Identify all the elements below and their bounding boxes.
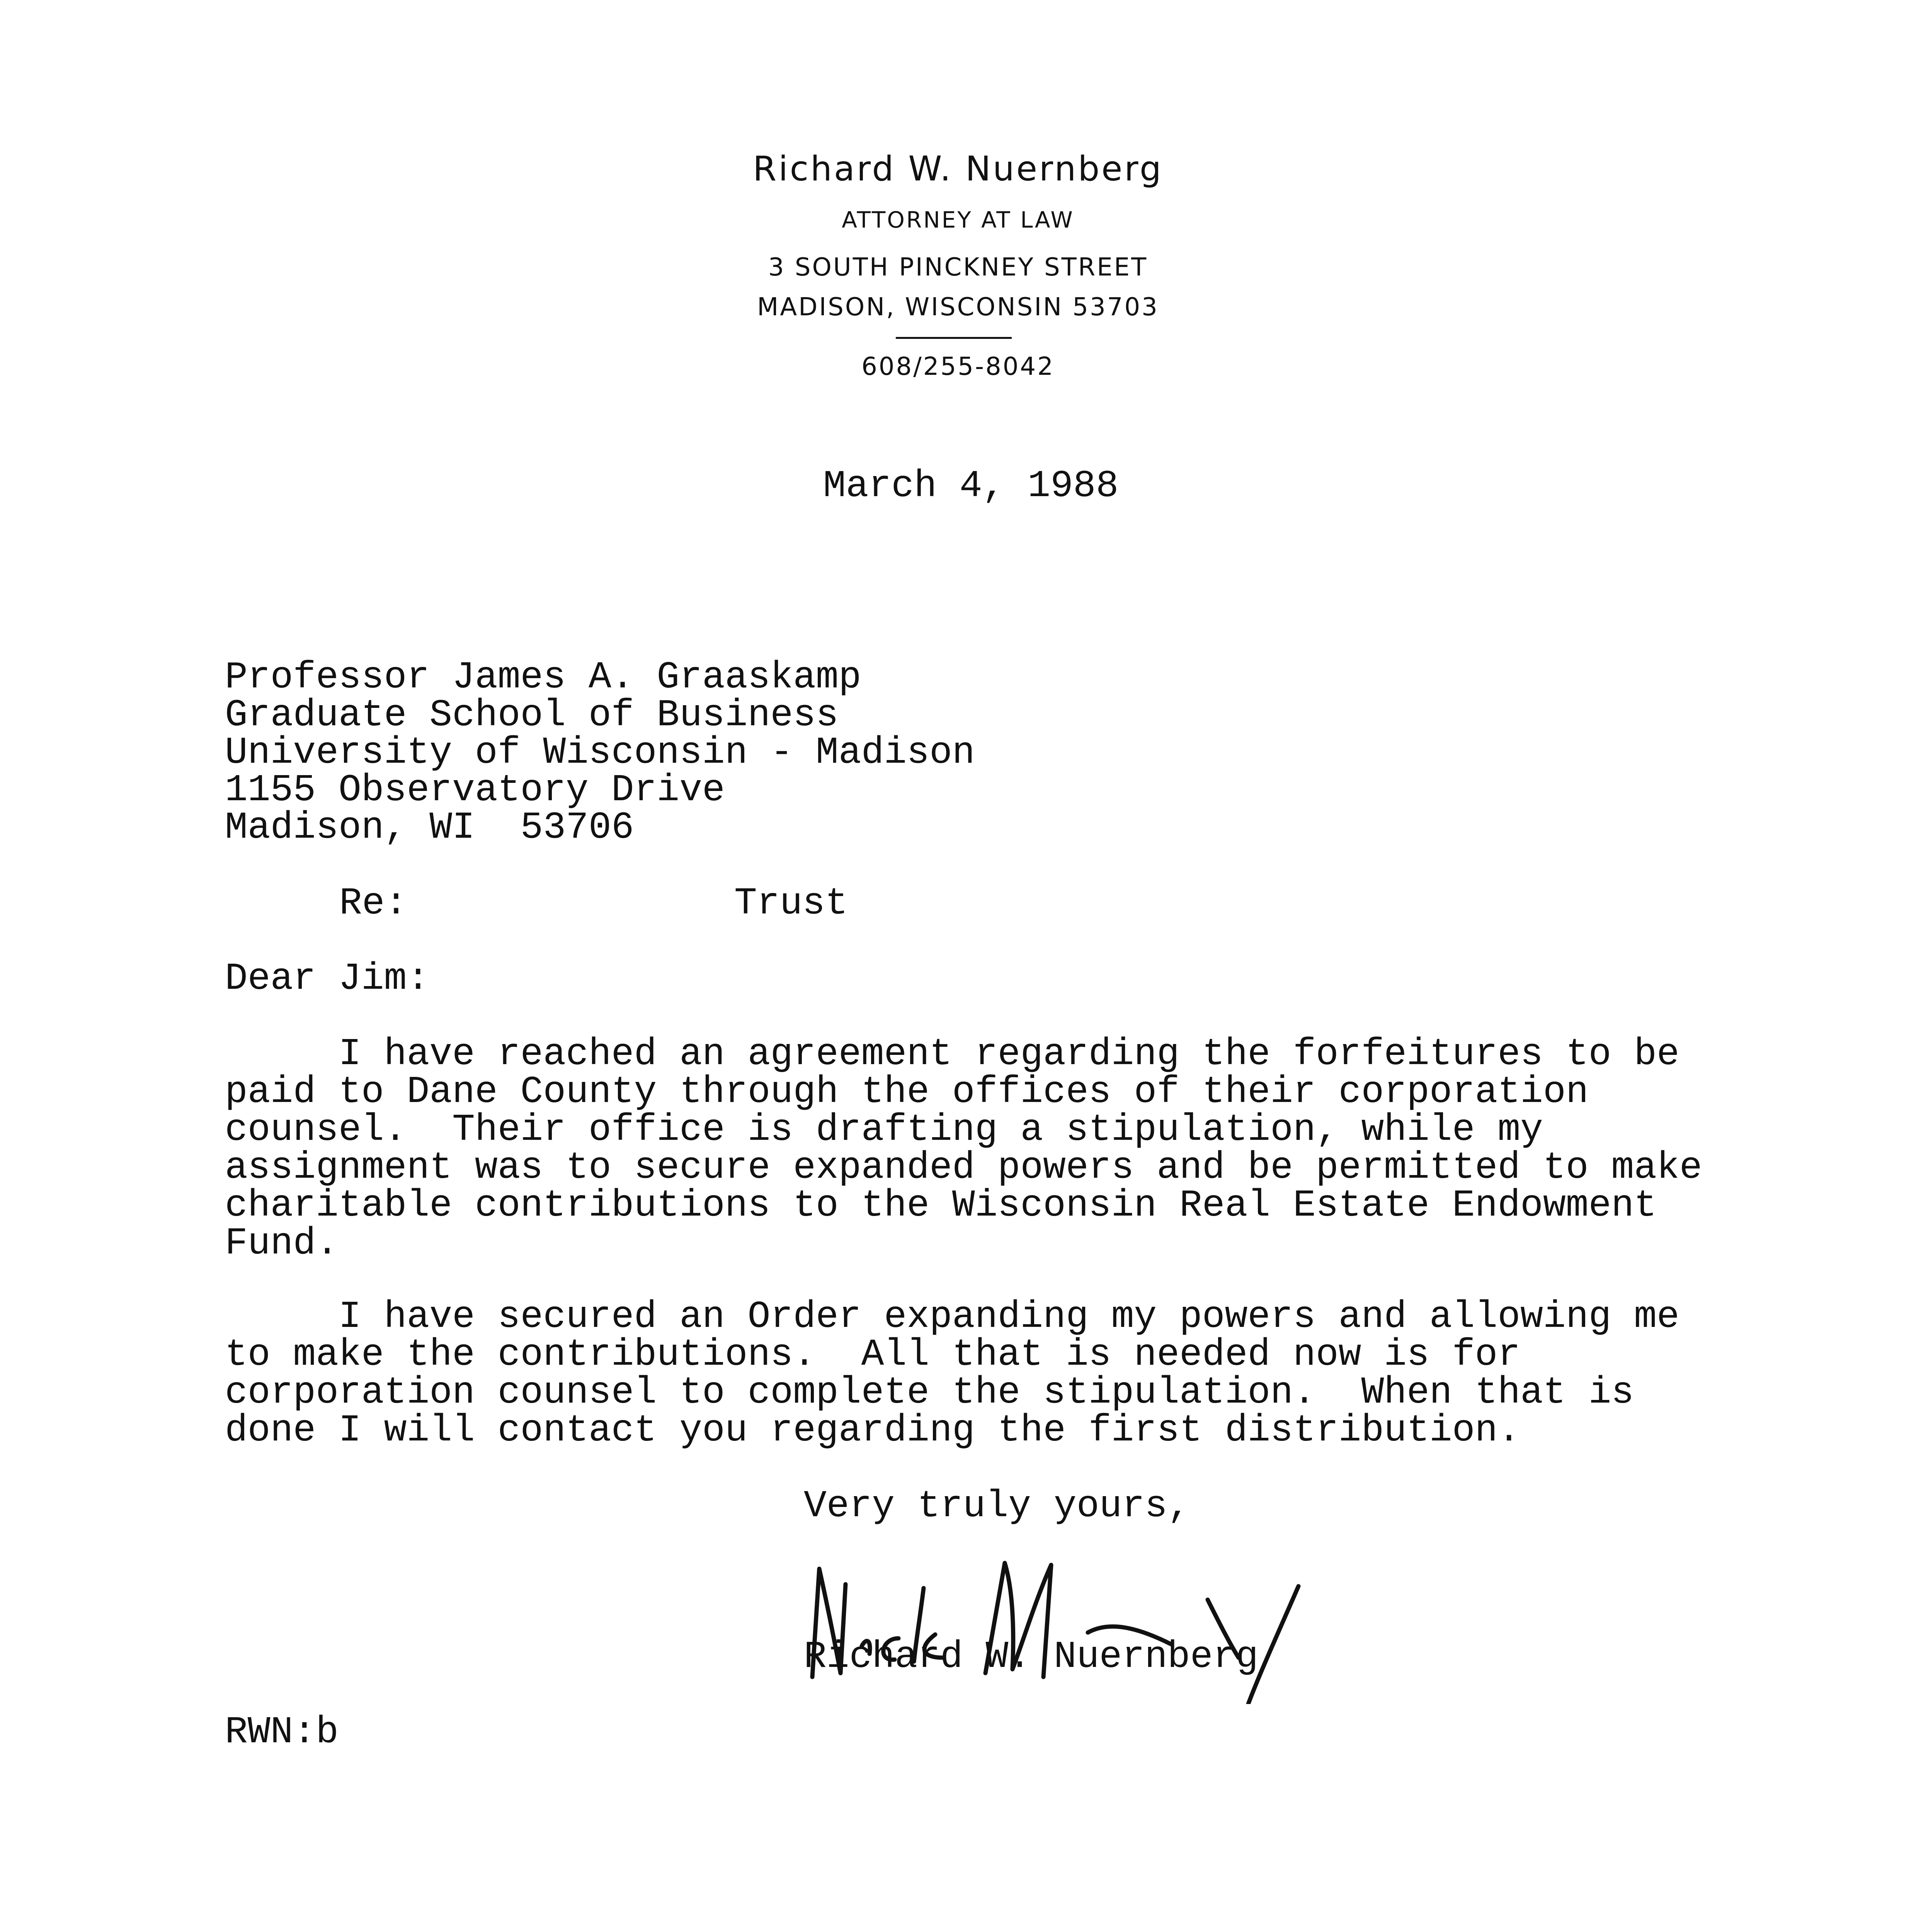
letterhead-title: ATTORNEY AT LAW: [842, 207, 1074, 233]
paragraph-line: paid to Dane County through the offices of their corporation: [225, 1071, 1589, 1114]
recipient-name: Professor James A. Graaskamp: [225, 656, 861, 699]
subject-label: Re:: [339, 882, 408, 925]
body-paragraph: [225, 1033, 1702, 1265]
signer-name: Richard W. Nuernberg: [804, 1636, 1259, 1679]
paragraph-line: Fund.: [225, 1222, 339, 1265]
paragraph-line: charitable contributions to the Wisconsin Real Estate Endowment: [225, 1184, 1657, 1227]
paragraph-line: counsel. Their office is drafting a stipulation, while my: [225, 1109, 1543, 1151]
subject-value: Trust: [734, 882, 848, 925]
recipient-street: 1155 Observatory Drive: [225, 769, 725, 812]
paragraph-line: I have reached an agreement regarding the forfeitures to be: [225, 1033, 1679, 1076]
letterhead-phone: 608/255-8042: [861, 352, 1055, 381]
closing: Very truly yours,: [804, 1485, 1190, 1528]
paragraph-line: done I will contact you regarding the first distribution.: [225, 1409, 1521, 1452]
body-paragraph: [225, 1298, 1679, 1450]
letterhead-name: Richard W. Nuernberg: [753, 149, 1163, 189]
paragraph-line: to make the contributions. All that is needed now is for: [225, 1333, 1521, 1376]
letterhead-divider: [896, 337, 1012, 339]
letterhead-street: 3 SOUTH PINCKNEY STREET: [768, 253, 1148, 282]
paragraph-line: I have secured an Order expanding my powers and allowing me: [225, 1296, 1679, 1338]
paragraph-line: corporation counsel to complete the stipulation. When that is: [225, 1371, 1634, 1414]
handwritten-signature: [804, 1542, 1333, 1704]
recipient-department: Graduate School of Business: [225, 694, 839, 737]
paragraph-line: assignment was to secure expanded powers and be permitted to make: [225, 1146, 1702, 1189]
letterhead-city: MADISON, WISCONSIN 53703: [757, 293, 1159, 321]
letter-date: March 4, 1988: [823, 465, 1119, 508]
recipient-city: Madison, WI 53706: [225, 806, 634, 849]
typist-initials: RWN:b: [225, 1711, 339, 1754]
salutation: Dear Jim:: [225, 957, 430, 1000]
recipient-institution: University of Wisconsin - Madison: [225, 731, 975, 774]
